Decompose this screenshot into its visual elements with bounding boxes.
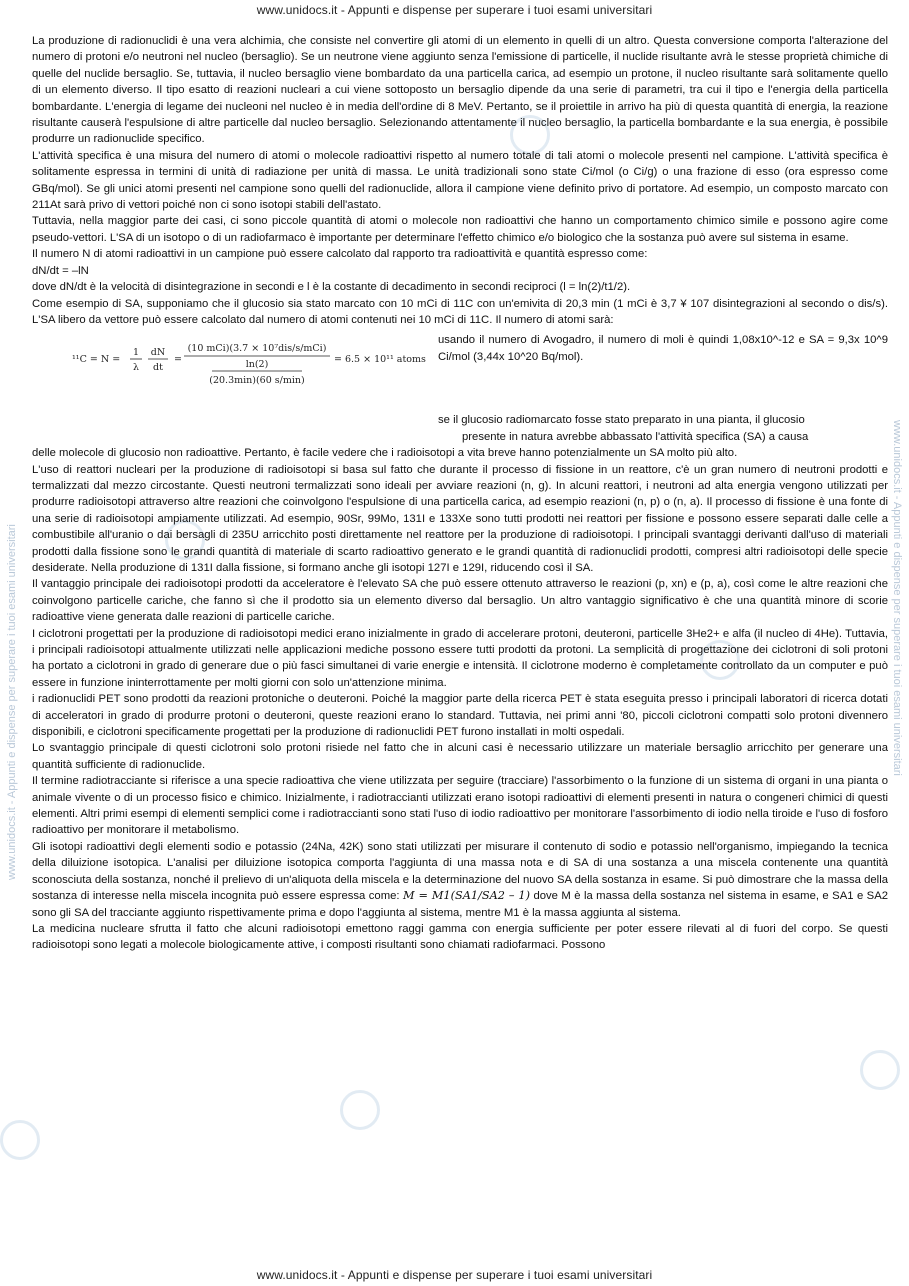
paragraph: Tuttavia, nella maggior parte dei casi, ci sono piccole quantità di atomi o molecole non radioattivi che hanno un comportamento chimico simile e possono agire come pseudo-vettori. L'SA di un isotopo o di un radiofarmaco è importante per determinare l'effetto chimico e/o biologico che la sostanza può avere sul sistema in esame. <box>32 215 888 244</box>
paragraph: se il glucosio radiomarcato fosse stato preparato in una pianta, il glucosio <box>438 414 805 427</box>
equation-line: dN/dt = –lN <box>32 264 89 277</box>
paragraph: Il numero N di atomi radioattivi in un campione può essere calcolato dal rapporto tra radioattività e quantità espresso come: <box>32 248 648 261</box>
paragraph: presente in natura avrebbe abbassato l'attività specifica (SA) a causa <box>462 430 809 443</box>
watermark-logo-icon <box>0 1120 40 1160</box>
paragraph: L'attività specifica è una misura del numero di atomi o molecole radioattivi rispetto al numero totale di tali atomi o molecole presenti nel campione. L'attività specifica è solitamente espressa in termini di unità di radiazione per unità di massa. Le unità tradizionali sono state Ci/mol (o Ci/g) o una frazione di esso (ora espresso come GBq/mol). Se gli unici atomi presenti nel campione sono quelli del radionuclide, allora il campione viene definito privo di portatore. Ad esempio, un composto marcato con 211At sarà privo di vettori poiché non ci sono isotopi stabili dell'astato. <box>32 149 888 212</box>
paragraph: Lo svantaggio principale di questi ciclotroni solo protoni risiede nel fatto che in alcuni casi è necessario utilizzare un materiale bersaglio arricchito per generare una quantità sufficiente di radionuclide. <box>32 742 888 771</box>
formula-row <box>32 332 888 412</box>
paragraph: I ciclotroni progettati per la produzione di radioisotopi medici erano inizialmente in grado di accelerare protoni, deuteroni, particelle 3He2+ e alfa (il nucleo di 4He). Tuttavia, i principali radioisotopi attualmente utilizzati nelle applicazioni mediche possono essere tutti prodotti da protoni. La semplicità di progettazione dei ciclotroni di soli protoni ha portato a ciclotroni in grado di generare due o più fasci simultanei di varie energie e intensità. Il ciclotrone moderno è completamente controllato da un computer e può essere in funzione ininterrottamente per molti giorni con solo un'attenzione minima. <box>32 627 888 689</box>
right-side-watermark: www.unidocs.it - Appunti e dispense per superare i tuoi esami universitari <box>891 420 903 776</box>
formula-frac2-den: dt <box>153 362 163 374</box>
paragraph-text: dove M è la massa della sostanza nel sistema in esame, e SA1 e SA2 sono gli SA del tracciante aggiunto rispettivamente prima e dopo l'aggiunta al sistema, mentre M1 è la massa aggiunta al sistema. <box>32 890 889 919</box>
atom-count-formula <box>72 338 432 394</box>
paragraph <box>32 839 888 921</box>
svg-text:=: = <box>174 354 182 366</box>
mass-formula: M = M1(SA1/SA2 – 1) <box>403 889 530 903</box>
paragraph: usando il numero di Avogadro, il numero di moli è quindi 1,08x10^-12 e SA = 9,3x 10^9 Ci/mol (3,44x 10^20 Bq/mol). <box>438 334 888 363</box>
footer-watermark: www.unidocs.it - Appunti e dispense per superare i tuoi esami universitari <box>256 1268 653 1282</box>
paragraph: Il vantaggio principale dei radioisotopi prodotti da acceleratore è l'elevato SA che può essere ottenuto attraverso le reazioni (p, xn) e (p, a), così come le altre reazioni che coinvolgono particelle cariche, che fanno sì che il prodotto sia un elemento diverso dal bersaglio. Un altro vantaggio significativo è che una quantità minore di scorie radioattive viene generata dalle reazioni di particelle cariche. <box>32 578 888 624</box>
formula-frac1-num: 1 <box>132 347 140 359</box>
formula-frac3-mid: ln(2) <box>245 359 269 371</box>
formula-lhs: ¹¹C = N = <box>72 354 121 366</box>
watermark-logo-icon <box>340 1090 380 1130</box>
paragraph: L'uso di reattori nucleari per la produzione di radioisotopi si basa sul fatto che durante il processo di fissione in un reattore, c'è un gran numero di neutroni prodotti e termalizzati dal mezzo circostante. Questi neutroni termalizzati sono ideali per avviare reazioni (n, g). In alcuni reattori, i neutroni ad alta energia vengono utilizzati per produrre radioisotopi attraverso altre reazioni che coinvolgono l'espulsione di una particella carica, ad esempio reazioni (n, p) o (n, a). Il processo di fissione è una fonte di una serie di radioisotopi ampiamente utilizzati. Ad esempio, 90Sr, 99Mo, 131I e 133Xe sono tutti prodotti nei reattori per fissione e possono essere separati dalle celle a combustibile all'uranio o dai bersagli di 235U arricchito posti direttamente nel reattore per la produzione di radioisotopi. I principali svantaggi derivanti dall'uso di materiali prodotti dalla fissione sono le grandi quantità di materiale di scarto radioattivo generato e le grandi quantità di radionuclidi prodotti, compresi altri radioisotopi delle specie desiderate. Nella produzione di 131I dalla fissione, si formano anche gli isotopi 127I e 129I, riducendo così il SA. <box>32 463 888 574</box>
header-watermark: www.unidocs.it - Appunti e dispense per superare i tuoi esami universitari <box>256 3 653 17</box>
watermark-logo-icon <box>860 1050 900 1090</box>
document-body <box>32 33 888 954</box>
formula-result: = 6.5 × 10¹¹ atoms <box>334 354 426 366</box>
formula-frac1-den: λ <box>132 362 140 374</box>
paragraph: Come esempio di SA, supponiamo che il glucosio sia stato marcato con 10 mCi di 11C con un'emivita di 20,3 min (1 mCi è 3,7 ¥ 107 disintegrazioni al secondo o dis/s). L'SA libero da vettore può essere calcolato dal numero di atomi contenuti nei 10 mCi di 11C. Il numero di atomi sarà: <box>32 297 888 326</box>
paragraph: dove dN/dt è la velocità di disintegrazione in secondi e l è la costante di decadimento in secondi reciproci (l = ln(2)/t1/2). <box>32 281 631 294</box>
paragraph: La produzione di radionuclidi è una vera alchimia, che consiste nel convertire gli atomi di un elemento in quelli di un altro. Questa conversione comporta l'alterazione del numero di protoni e/o neutroni nel nucleo (bersaglio). Se un neutrone viene aggiunto senza l'emissione di particelle, il nuclide risultante avrà le stesse proprietà chimiche di quelle del nuclide bersaglio. Se, tuttavia, il nucleo bersaglio viene bombardato da una particella carica, ad esempio un protone, il nucleo risultante sarà solitamente quello di un elemento diverso. Il tipo esatto di reazioni nucleari a cui viene sottoposto un bersaglio dipende da una serie di parametri, tra cui il tipo e l'energia della particella bombardante. L'energia di legame dei nucleoni nel nucleo è in media dell'ordine di 8 MeV. Pertanto, se il proiettile in arrivo ha più di questa quantità di energia, la reazione risultante causerà l'espulsione di altre particelle dal nucleo bersaglio. Selezionando attentamente il nucleo bersaglio, la particella bombardante e la sua energia, è possibile produrre un radionuclide specifico. <box>32 35 888 146</box>
paragraph-text: Gli isotopi radioattivi degli elementi sodio e potassio (24Na, 42K) sono stati utilizzati per misurare il contenuto di sodio e potassio nell'organismo, impiegando la tecnica della diluizione isotopica. L'analisi per diluizione isotopica comporta l'aggiunta di una massa nota e di SA di una sostanza a una miscela contenente una quantità sconosciuta della sostanza, nonché il prelievo di un'aliquota della miscela e la determinazione del nuovo SA della sostanza in esame. Si può dimostrare che la massa della sostanza di interesse nella miscela incognita può essere espressa come: <box>32 840 888 903</box>
paragraph: Il termine radiotracciante si riferisce a una specie radioattiva che viene utilizzata per seguire (tracciare) l'assorbimento o la funzione di un sistema di organi in una pianta o animale vivente o di un processo fisico e chimico. Inizialmente, i radiotraccianti utilizzati erano isotopi radioattivi di elementi presenti in natura o congeneri chimici di questi elementi. Altri primi esempi di elementi semplici come i radiotraccianti sono stati l'uso di iodio radioattivo per monitorare l'assorbimento di iodio nella tiroide e l'uso di fosforo radioattivo per monitorare il metabolismo. <box>32 775 888 837</box>
formula-frac3-num: (10 mCi)(3.7 × 10⁷dis/s/mCi) <box>187 343 327 355</box>
formula-frac3-den: (20.3min)(60 s/min) <box>209 375 305 387</box>
paragraph: i radionuclidi PET sono prodotti da reazioni protoniche o deuteroni. Poiché la maggior parte della ricerca PET è stata eseguita presso i principali laboratori di ricerca dotati di acceleratori in grado di produrre protoni o deuteroni, queste reazioni erano lo standard. Tuttavia, nei primi anni '80, piccoli ciclotroni compatti solo protoni divennero disponibili, e ciclotroni specificamente progettati per la produzione di radionuclidi PET furono installati in molti ospedali. <box>32 693 888 739</box>
formula-frac2-num: dN <box>150 347 166 359</box>
paragraph: La medicina nucleare sfrutta il fatto che alcuni radioisotopi emettono raggi gamma con energia sufficiente per poter essere rilevati al di fuori del corpo. Se questi radioisotopi sono legati a molecole biologicamente attive, i composti risultanti sono chiamati radiofarmaci. Possono <box>32 922 888 952</box>
left-side-watermark: www.unidocs.it - Appunti e dispense per superare i tuoi esami universitari <box>6 524 18 880</box>
paragraph: delle molecole di glucosio non radioattive. Pertanto, è facile vedere che i radioisotopi a vita breve hanno potenzialmente un SA molto più alto. <box>32 447 738 460</box>
